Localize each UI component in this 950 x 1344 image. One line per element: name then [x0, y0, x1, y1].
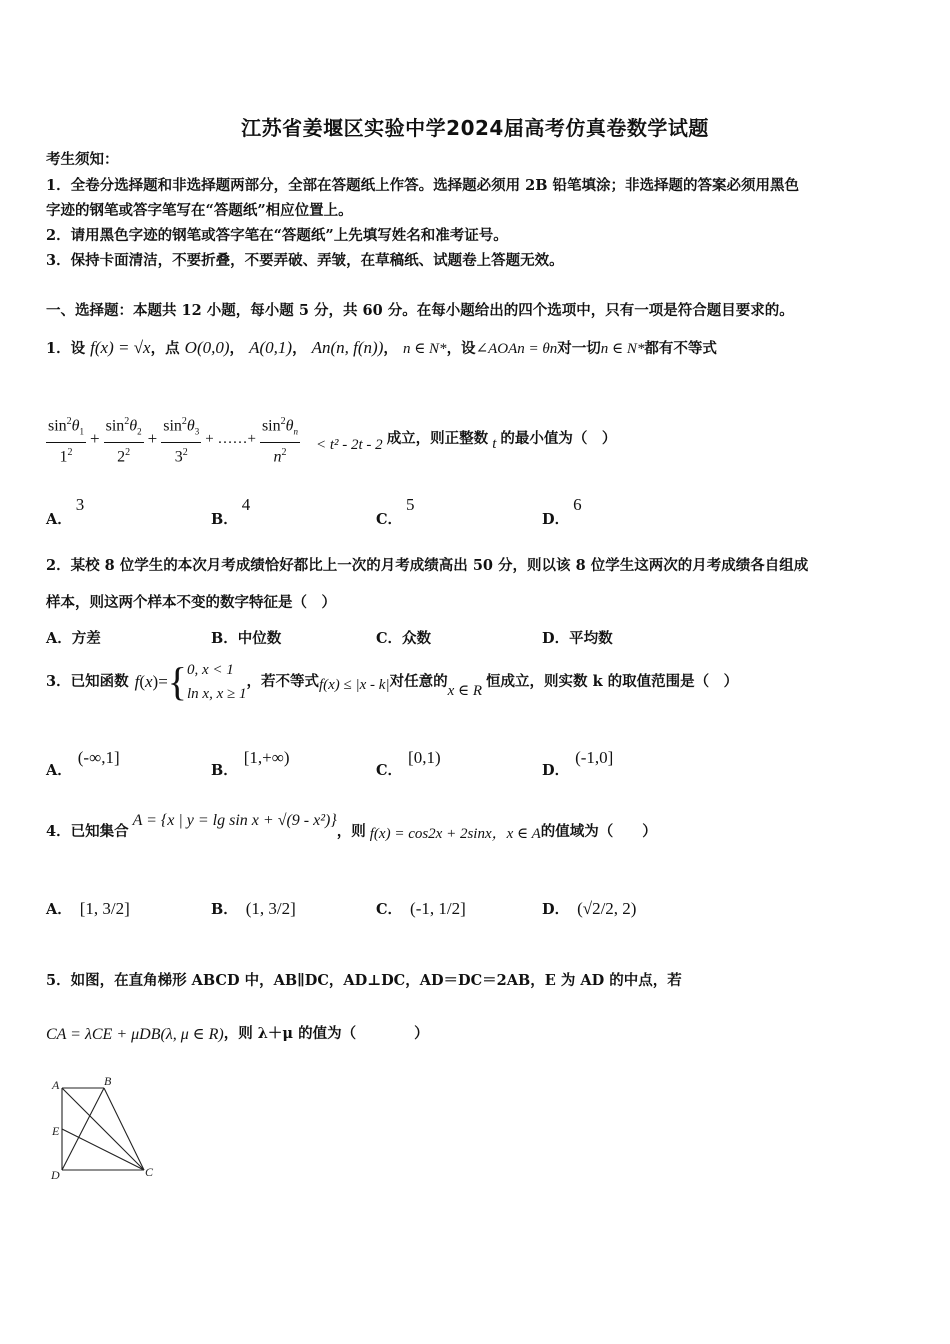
notice-heading: 考生须知： — [46, 151, 119, 168]
q1-comma: ， — [383, 340, 398, 357]
option-value: 中位数 — [237, 630, 282, 647]
q1-comma: ， — [292, 340, 307, 357]
q1-point-a: A(0,1) — [249, 338, 293, 357]
q3-option-a[interactable] — [46, 748, 120, 780]
option-label: D． — [542, 901, 570, 918]
q2-option-b[interactable] — [211, 627, 281, 648]
option-value: 众数 — [402, 630, 432, 647]
option-value: [0,1) — [408, 748, 441, 767]
q1-tail-2: 的最小值为（ ） — [500, 430, 617, 448]
option-value: (-1,0] — [575, 748, 614, 767]
q3-number: 3．已知函数 — [46, 673, 129, 690]
q1-function: f(x) = √x — [90, 338, 151, 357]
q1-term-n: $\frac{\sin^2\theta_n}{n^2}$ — [260, 412, 300, 467]
trapezoid-figure — [44, 1072, 174, 1188]
option-value: (-∞,1] — [77, 748, 120, 767]
q3-brace: { — [167, 659, 187, 704]
option-value: (1, 3/2] — [245, 898, 296, 918]
q3-text: ，若不等式 — [246, 673, 319, 690]
option-label: A． — [46, 762, 72, 779]
q4-text: ，则 — [336, 823, 366, 840]
notice-item-1: 1．全卷分选择题和非选择题两部分，全部在答题纸上作答。选择题必须用 2B 铅笔填涂；非选择题的答案必须用黑色 — [46, 177, 800, 194]
q1-option-c[interactable] — [376, 495, 415, 529]
question-5-cont — [46, 1024, 429, 1044]
label-b: B — [104, 1074, 112, 1088]
option-label: A． — [46, 630, 72, 647]
q4-set: A = {x | y = lg sin x + √(9 - x²)} — [132, 812, 337, 829]
section-heading: 一、选择题：本题共 12 小题，每小题 5 分，共 60 分。在每小题给出的四个选项中，只有一项是符合题目要求的。 — [46, 302, 794, 319]
notice-item-2: 2．请用黑色字迹的钢笔或答字笔在“答题纸”上先填写姓名和准考证号。 — [46, 227, 508, 244]
question-5: 5．如图，在直角梯形 ABCD 中，AB∥DC，AD⊥DC，AD＝DC＝2AB，E 为 AD 的中点，若 — [46, 972, 682, 989]
option-label: D． — [542, 511, 570, 528]
q1-angle: ∠AOAn = θn — [475, 341, 558, 357]
page-title: 江苏省姜堰区实验中学2024届高考仿真卷数学试题 — [241, 116, 709, 140]
q1-option-b[interactable] — [211, 495, 251, 529]
q1-n-in-n: n ∈ N* — [402, 341, 447, 357]
q3-option-d[interactable] — [542, 748, 614, 780]
question-2: 2．某校 8 位学生的本次月考成绩恰好都比上一次的月考成绩高出 50 分，则以该 8 位学生这两次的月考成绩各自组成 — [46, 557, 809, 574]
q3-option-c[interactable] — [376, 748, 441, 780]
q3-x-in-r: x ∈ R — [447, 682, 483, 699]
option-label: C． — [376, 511, 403, 528]
option-value: 4 — [241, 495, 251, 514]
q2-option-d[interactable] — [542, 627, 613, 648]
option-label: B． — [211, 630, 238, 647]
q1-text: ，点 — [150, 340, 180, 357]
label-a: A — [52, 1078, 60, 1092]
q1-tail: 成立，则正整数 — [386, 430, 489, 448]
q1-term-3: $\frac{\sin^2\theta_3}{3^2}$ — [161, 412, 201, 467]
q5-expression: CA = λCE + μDB(λ, μ ∈ R) — [46, 1026, 224, 1043]
q3-case-2: ln x, x ≥ 1 — [187, 686, 247, 702]
option-label: B． — [211, 762, 238, 779]
q3-text-3: 恒成立，则实数 k 的取值范围是（ ） — [486, 673, 739, 690]
q1-sum-expression: $\frac{\sin^2\theta_1}{1^2}$ + $\frac{\sin^2\theta_2}{2^2}$ + $\frac{\sin^2\theta_3}{3^2}$ + ……+ $\frac{\sin^2\theta_n}{n^2}$ < t² - 2t - 2 成立，则正整数 t 的最小值为（ ） — [46, 412, 616, 467]
question-2-cont: 样本，则这两个样本不变的数字特征是（ ） — [46, 594, 336, 611]
option-label: C． — [376, 762, 403, 779]
option-value: [1, 3/2] — [79, 898, 130, 918]
label-d: D — [51, 1168, 60, 1182]
option-value: 方差 — [71, 630, 101, 647]
q3-case-1: 0, x < 1 — [187, 662, 234, 678]
q4-option-a[interactable] — [46, 898, 130, 919]
segment-db — [62, 1088, 104, 1170]
question-3 — [46, 658, 738, 706]
label-e: E — [52, 1124, 60, 1138]
option-label: D． — [542, 762, 570, 779]
q4-option-d[interactable] — [542, 898, 636, 919]
option-label: B． — [211, 901, 238, 918]
q1-option-a[interactable] — [46, 495, 85, 529]
segment-bc — [104, 1088, 144, 1170]
option-value: 5 — [406, 495, 415, 514]
q3-cases — [187, 658, 246, 706]
q4-function: f(x) = cos2x + 2sinx，x ∈ A — [369, 825, 541, 842]
option-value: (-1, 1/2] — [410, 898, 466, 918]
q1-term-2: $\frac{\sin^2\theta_2}{2^2}$ — [104, 412, 144, 467]
option-label: B． — [211, 511, 238, 528]
segment-ce — [62, 1129, 144, 1170]
q3-f-label: f — [134, 672, 140, 691]
label-c: C — [145, 1165, 154, 1179]
question-1 — [46, 330, 717, 367]
q1-text: ，设 — [446, 340, 476, 357]
q4-option-b[interactable] — [211, 898, 296, 919]
q1-point-an: An(n, f(n)) — [311, 338, 384, 357]
segment-ca — [62, 1088, 144, 1170]
q3-inequality: f(x) ≤ |x - k| — [318, 676, 390, 693]
q3-f-eq: )= — [152, 672, 168, 691]
q4-text-2: 的值域为（ ） — [540, 823, 657, 840]
notice-item-1-cont: 字迹的钢笔或答字笔写在“答题纸”相应位置上。 — [46, 202, 353, 219]
q2-option-a[interactable] — [46, 627, 101, 648]
q1-t-var: t — [492, 435, 497, 452]
q3-option-b[interactable] — [211, 748, 290, 780]
q5-text: ，则 λ＋μ 的值为（ ） — [223, 1025, 429, 1042]
q1-dots: + ……+ — [205, 430, 256, 447]
q1-number: 1．设 — [46, 340, 86, 357]
q3-text-2: 对任意的 — [389, 673, 448, 690]
notice-item-3: 3．保持卡面清洁，不要折叠，不要弄破、弄皱，在草稿纸、试题卷上答题无效。 — [46, 252, 564, 269]
q4-number: 4．已知集合 — [46, 823, 129, 840]
q1-text: 都有不等式 — [644, 340, 717, 357]
option-value: [1,+∞) — [243, 748, 290, 767]
q1-inequality: < t² - 2t - 2 — [315, 436, 383, 453]
question-4 — [46, 812, 657, 852]
q3-f-arg: ( — [139, 672, 145, 691]
option-label: C． — [376, 901, 403, 918]
option-label: D． — [542, 630, 570, 647]
q1-point-o: O(0,0) — [184, 338, 230, 357]
q1-option-d[interactable] — [542, 495, 582, 529]
option-label: C． — [376, 630, 403, 647]
q1-text: 对一切 — [557, 340, 601, 357]
option-value: (√2/2, 2) — [577, 898, 637, 918]
q4-option-c[interactable] — [376, 898, 466, 919]
q3-f-x: x — [145, 672, 153, 691]
q1-term-1: $\frac{\sin^2\theta_1}{1^2}$ — [46, 412, 86, 467]
q2-option-c[interactable] — [376, 627, 431, 648]
option-value: 平均数 — [569, 630, 613, 647]
option-label: A． — [46, 511, 72, 528]
option-value: 6 — [573, 495, 582, 514]
q1-n-in-n-2: n ∈ N* — [600, 341, 645, 357]
option-label: A． — [46, 901, 72, 918]
option-value: 3 — [75, 495, 85, 514]
q1-comma: ， — [229, 340, 245, 357]
